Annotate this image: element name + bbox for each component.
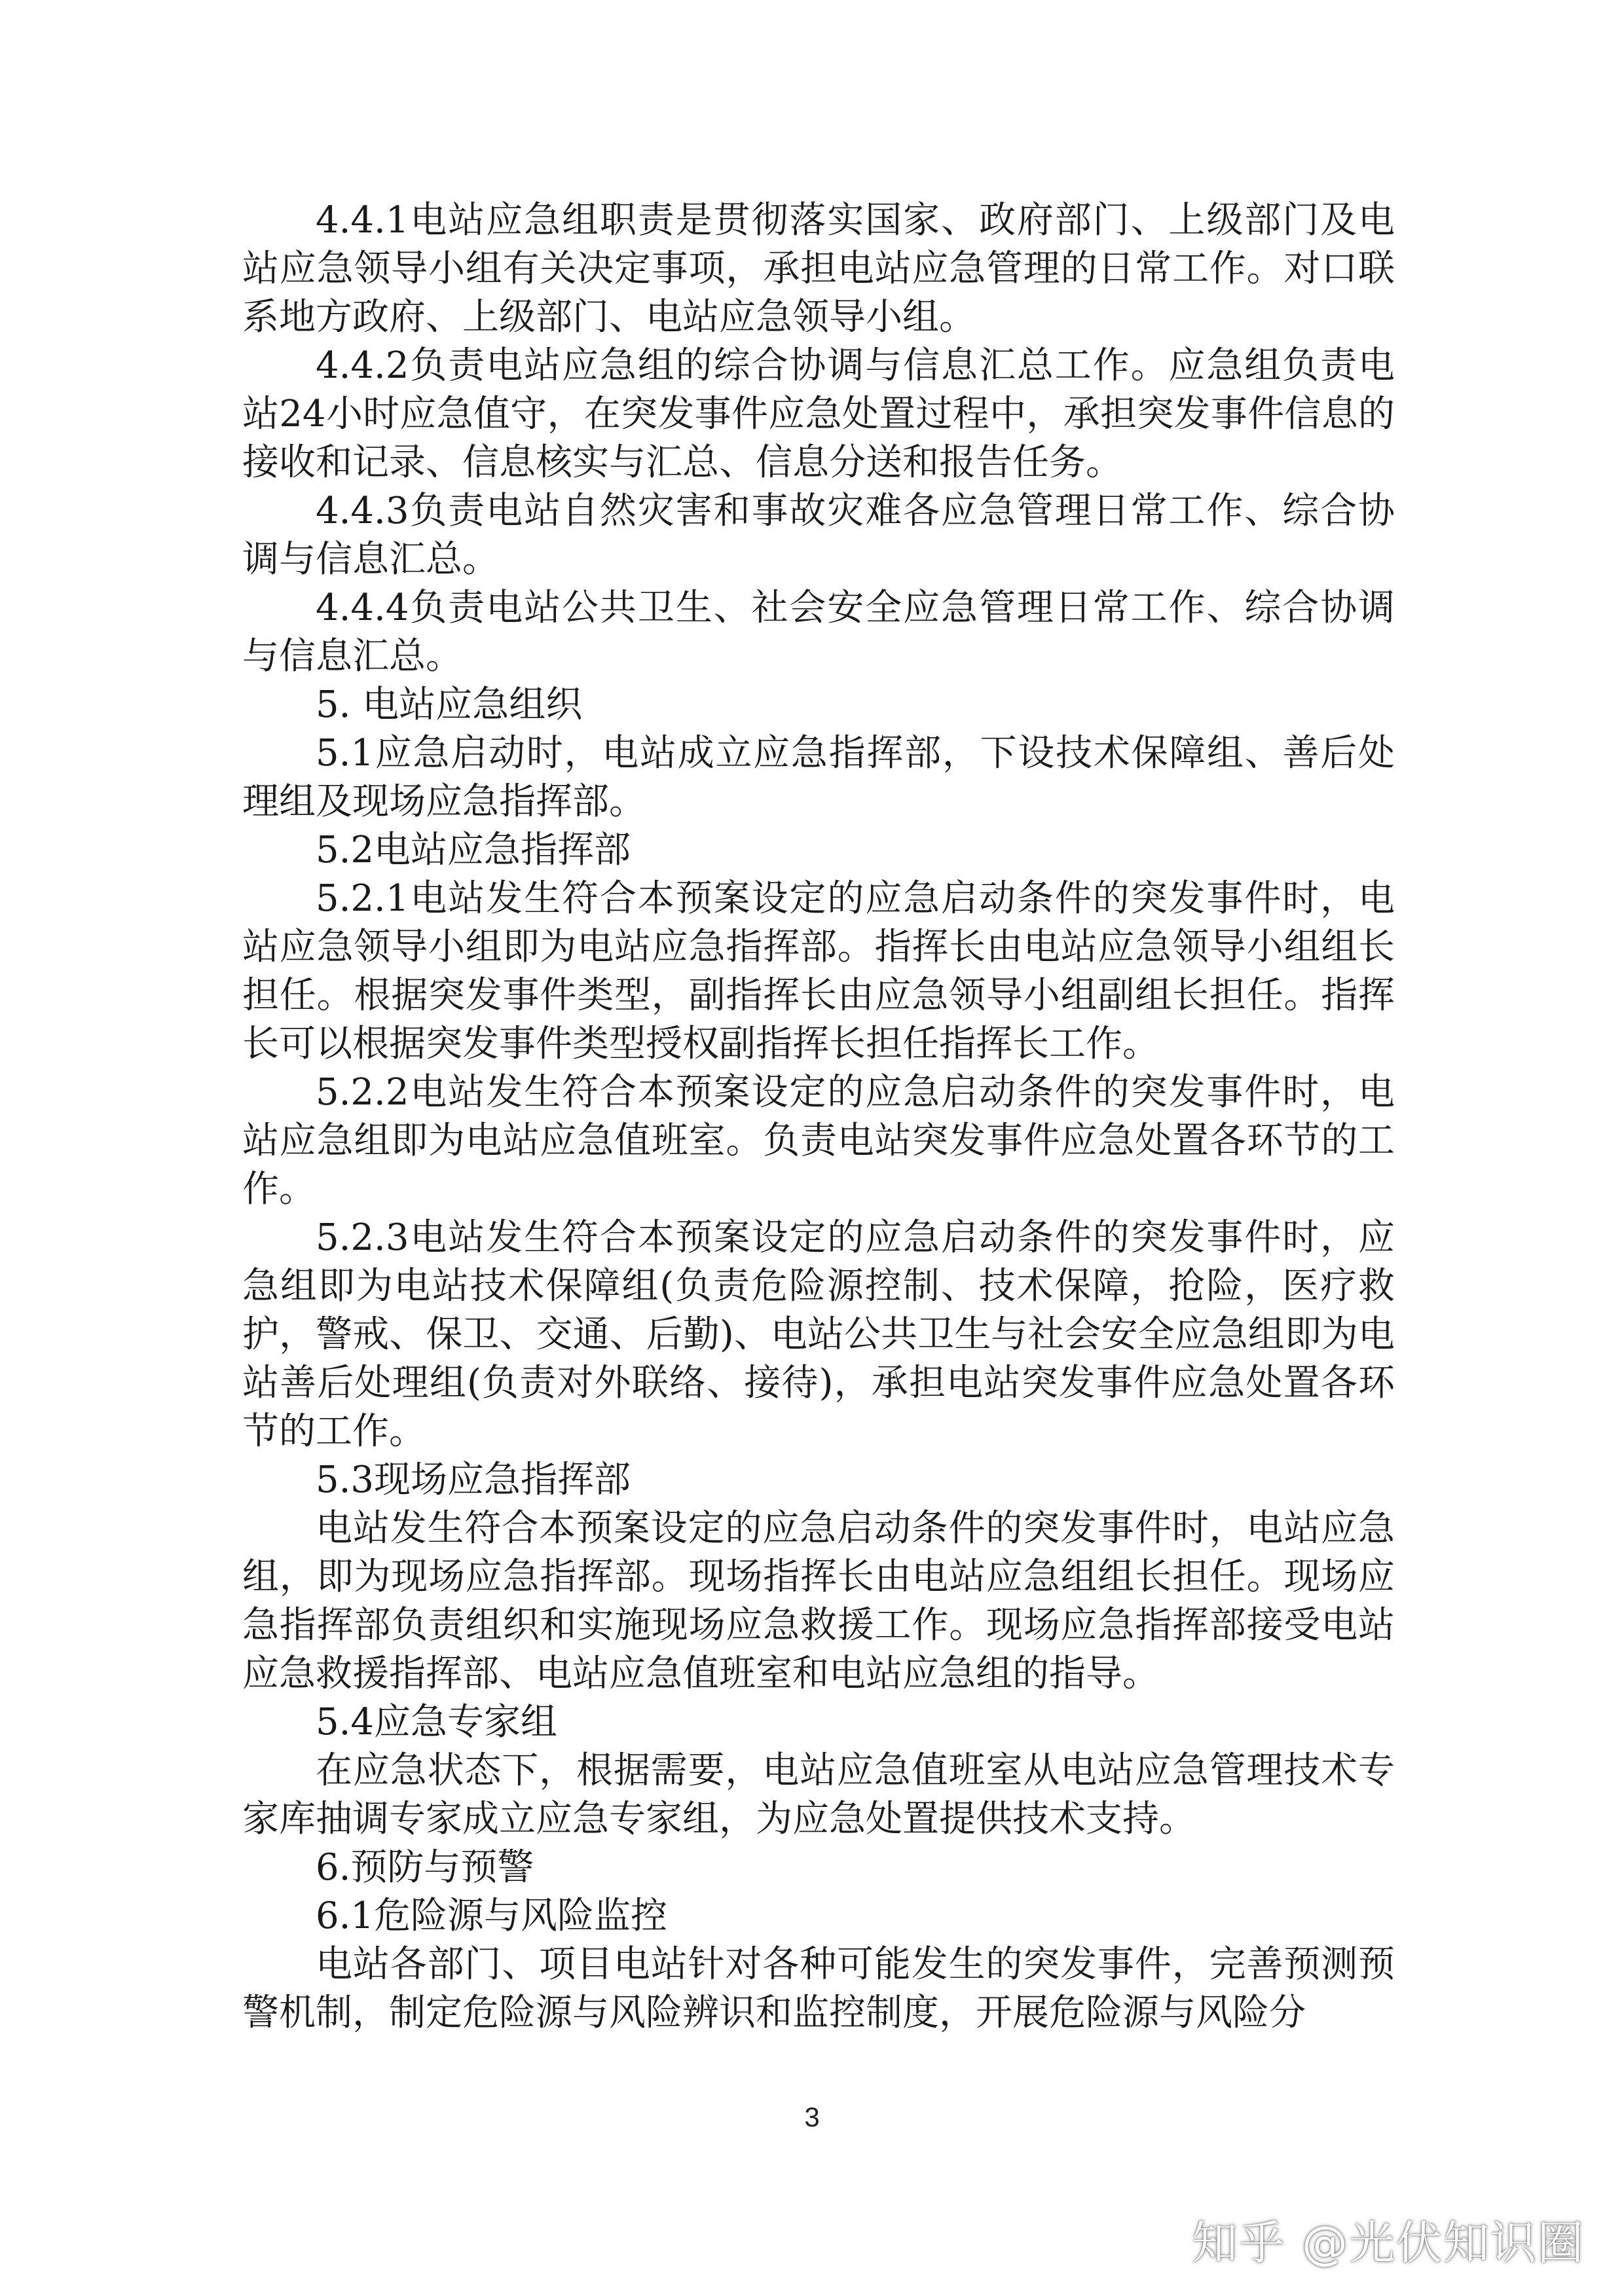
document-body bbox=[242, 196, 1395, 2037]
paragraph-5-4-body: 在应急状态下，根据需要，电站应急值班室从电站应急管理技术专家库抽调专家成立应急专家组，为应急处置提供技术支持。 bbox=[242, 1749, 1395, 1840]
paragraph-6-1-body: 电站各部门、项目电站针对各种可能发生的突发事件，完善预测预警机制，制定危险源与风险辨识和监控制度，开展危险源与风险分 bbox=[242, 1943, 1395, 2034]
paragraph-4-4-4: 4.4.4负责电站公共卫生、社会安全应急管理日常工作、综合协调与信息汇总。 bbox=[242, 587, 1395, 678]
watermark: 知乎 @光伏知识圈 bbox=[1191, 2216, 1585, 2270]
heading-5-2: 5.2电站应急指挥部 bbox=[316, 829, 631, 871]
heading-6: 6.预防与预警 bbox=[316, 1846, 534, 1889]
paragraph-5-2-3: 5.2.3电站发生符合本预案设定的应急启动条件的突发事件时，应急组即为电站技术保障组(负责危险源控制、技术保障，抢险，医疗救护，警戒、保卫、交通、后勤)、电站公共卫生与社会安全应急组即为电站善后处理组(负责对外联络、接待)，承担电站突发事件应急处置各环节的工作。 bbox=[242, 1216, 1395, 1453]
paragraph-4-4-1: 4.4.1电站应急组职责是贯彻落实国家、政府部门、上级部门及电站应急领导小组有关决定事项，承担电站应急管理的日常工作。对口联系地方政府、上级部门、电站应急领导小组。 bbox=[242, 199, 1395, 338]
heading-6-1: 6.1危险源与风险监控 bbox=[316, 1895, 668, 1937]
heading-5-3: 5.3现场应急指挥部 bbox=[316, 1459, 631, 1501]
paragraph-5-3-body: 电站发生符合本预案设定的应急启动条件的突发事件时，电站应急组，即为现场应急指挥部。现场指挥长由电站应急组组长担任。现场应急指挥部负责组织和实施现场应急救援工作。现场应急指挥部接受电站应急救援指挥部、电站应急值班室和电站应急组的指导。 bbox=[242, 1507, 1395, 1695]
paragraph-5-2-1: 5.2.1电站发生符合本预案设定的应急启动条件的突发事件时，电站应急领导小组即为电站应急指挥部。指挥长由电站应急领导小组组长担任。根据突发事件类型，副指挥长由应急领导小组副组长担任。指挥长可以根据突发事件类型授权副指挥长担任指挥长工作。 bbox=[242, 877, 1395, 1065]
heading-5-4: 5.4应急专家组 bbox=[316, 1701, 558, 1743]
page-number: 3 bbox=[804, 2102, 820, 2132]
paragraph-4-4-3: 4.4.3负责电站自然灾害和事故灾难各应急管理日常工作、综合协调与信息汇总。 bbox=[242, 490, 1395, 581]
heading-5: 5. 电站应急组织 bbox=[316, 683, 583, 726]
paragraph-5-2-2: 5.2.2电站发生符合本预案设定的应急启动条件的突发事件时，电站应急组即为电站应急值班室。负责电站突发事件应急处置各环节的工作。 bbox=[242, 1071, 1395, 1211]
paragraph-4-4-2: 4.4.2负责电站应急组的综合协调与信息汇总工作。应急组负责电站24小时应急值守，在突发事件应急处置过程中，承担突发事件信息的接收和记录、信息核实与汇总、信息分送和报告任务。 bbox=[242, 344, 1395, 484]
paragraph-5-1: 5.1应急启动时，电站成立应急指挥部，下设技术保障组、善后处理组及现场应急指挥部。 bbox=[242, 732, 1395, 823]
